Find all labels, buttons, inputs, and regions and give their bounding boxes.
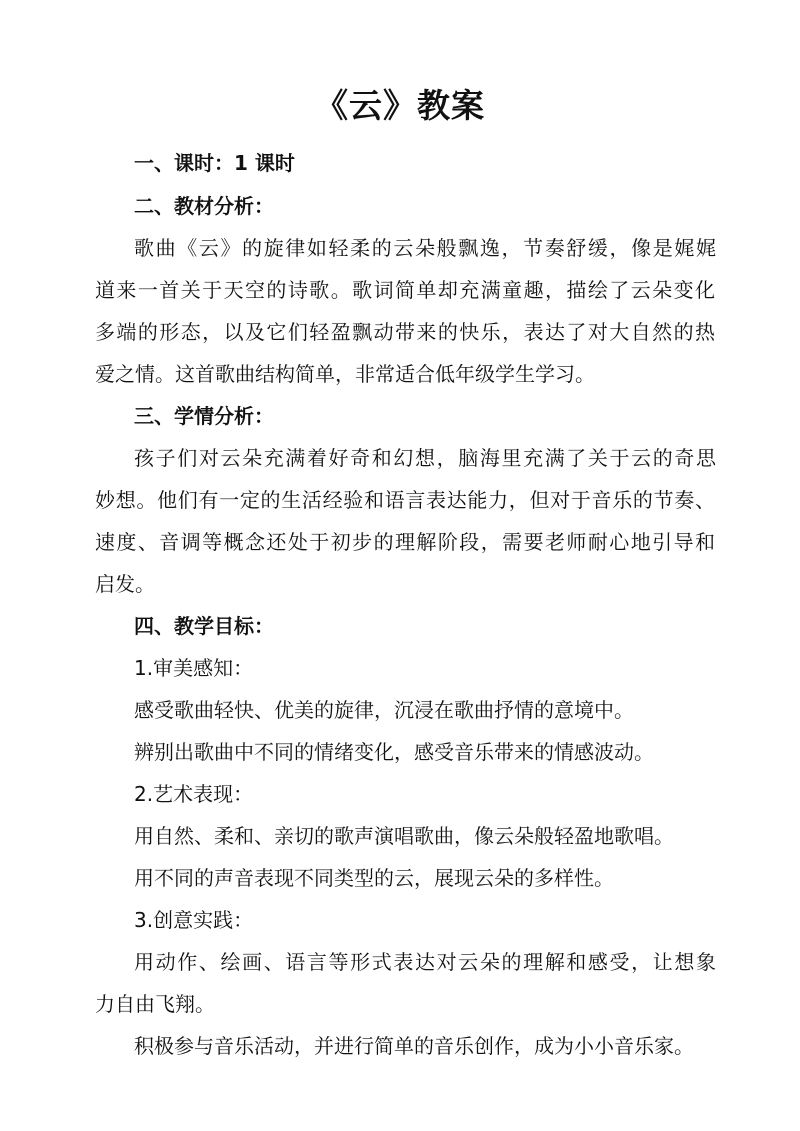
paragraph-line: 孩子们对云朵充满着好奇和幻想，脑海里充满了关于云的奇思 bbox=[134, 446, 716, 470]
goal-line: 用不同的声音表现不同类型的云，展现云朵的多样性。 bbox=[134, 866, 614, 890]
section-heading-material-analysis: 二、教材分析： bbox=[134, 194, 274, 218]
goal-line: 感受歌曲轻快、优美的旋律，沉浸在歌曲抒情的意境中。 bbox=[134, 698, 634, 722]
goal-line: 用动作、绘画、语言等形式表达对云朵的理解和感受，让想象 bbox=[134, 950, 716, 974]
goal-label-creative: 3.创意实践： bbox=[134, 908, 254, 932]
paragraph-line: 启发。 bbox=[95, 572, 155, 596]
goal-label-artistic: 2.艺术表现： bbox=[134, 782, 254, 806]
paragraph-line: 道来一首关于天空的诗歌。歌词简单却充满童趣，描绘了云朵变化 bbox=[95, 278, 715, 302]
paragraph-line: 多端的形态，以及它们轻盈飘动带来的快乐，表达了对大自然的热 bbox=[95, 320, 715, 344]
goal-label-aesthetic: 1.审美感知： bbox=[134, 656, 254, 680]
goal-line: 用自然、柔和、亲切的歌声演唱歌曲，像云朵般轻盈地歌唱。 bbox=[134, 824, 674, 848]
goal-line: 积极参与音乐活动，并进行简单的音乐创作，成为小小音乐家。 bbox=[134, 1034, 694, 1058]
goal-line: 力自由飞翔。 bbox=[95, 992, 215, 1016]
section-heading-teaching-goals: 四、教学目标： bbox=[134, 614, 274, 638]
page-title: 《云》教案 bbox=[315, 86, 485, 125]
paragraph-line: 爱之情。这首歌曲结构简单，非常适合低年级学生学习。 bbox=[95, 362, 595, 386]
section-heading-class-hours: 一、课时：1 课时 bbox=[134, 151, 295, 175]
paragraph-line: 歌曲《云》的旋律如轻柔的云朵般飘逸，节奏舒缓，像是娓娓 bbox=[134, 236, 716, 260]
paragraph-line: 速度、音调等概念还处于初步的理解阶段，需要老师耐心地引导和 bbox=[95, 530, 715, 554]
section-heading-student-analysis: 三、学情分析： bbox=[134, 404, 274, 428]
goal-line: 辨别出歌曲中不同的情绪变化，感受音乐带来的情感波动。 bbox=[134, 740, 654, 764]
paragraph-line: 妙想。他们有一定的生活经验和语言表达能力，但对于音乐的节奏、 bbox=[95, 488, 715, 512]
